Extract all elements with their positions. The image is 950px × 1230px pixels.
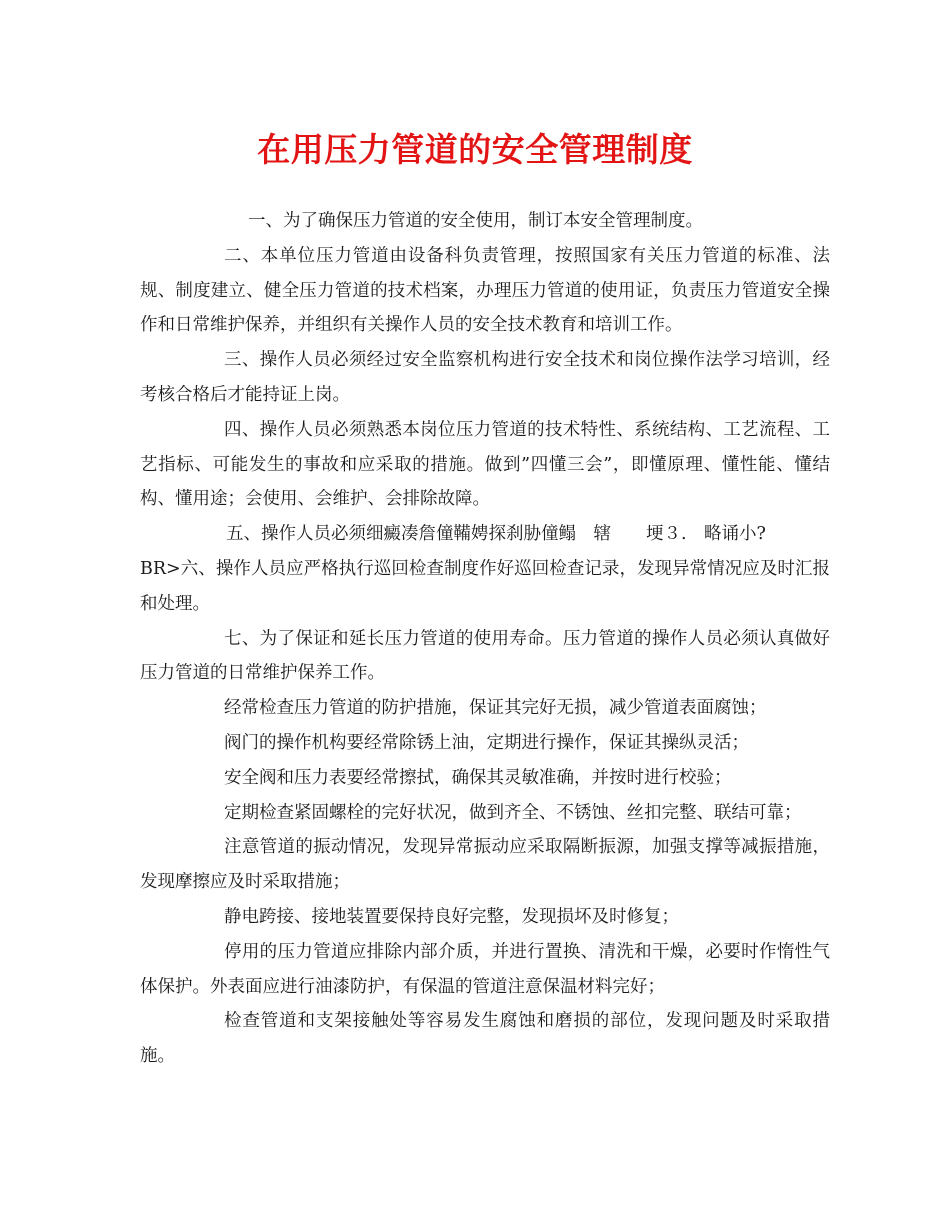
paragraph-6: BR>六、操作人员应严格执行巡回检查制度作好巡回检查记录，发现异常情况应及时汇报和处理。 — [140, 558, 830, 614]
maintenance-item-1: 经常检查压力管道的防护措施，保证其完好无损，减少管道表面腐蚀； — [224, 698, 767, 719]
paragraph-4: 四、操作人员必须熟悉本岗位压力管道的技术特性、系统结构、工艺流程、工艺指标、可能发生的事故和应采取的措施。做到”四懂三会”，即懂原理、懂性能、懂结构、懂用途；会使用、会维护、会排除故障。 — [140, 419, 830, 510]
document-title: 在用压力管道的安全管理制度 — [257, 130, 693, 169]
maintenance-item-5: 注意管道的振动情况，发现异常振动应采取隔断振源，加强支撑等减振措施，发现摩擦应及时采取措施； — [140, 837, 830, 893]
maintenance-item-8: 检查管道和支架接触处等容易发生腐蚀和磨损的部位，发现问题及时采取措施。 — [140, 1011, 830, 1067]
paragraph-2: 二、本单位压力管道由设备科负责管理，按照国家有关压力管道的标准、法规、制度建立、健全压力管道的技术档案，办理压力管道的使用证，负责压力管道安全操作和日常维护保养，并组织有关操作人员的安全技术教育和培训工作。 — [140, 245, 830, 336]
maintenance-item-7: 停用的压力管道应排除内部介质，并进行置换、清洗和干燥，必要时作惰性气体保护。外表面应进行油漆防护，有保温的管道注意保温材料完好； — [140, 941, 830, 997]
paragraph-3: 三、操作人员必须经过安全监察机构进行安全技术和岗位操作法学习培训，经考核合格后才能持证上岗。 — [140, 350, 830, 405]
paragraph-5: 五、操作人员必须细癜凑詹僮鞴娉探刹胁僮鳎 辖 埂３. 略诵小? — [226, 524, 766, 545]
paragraph-7: 七、为了保证和延长压力管道的使用寿命。压力管道的操作人员必须认真做好压力管道的日常维护保养工作。 — [140, 628, 830, 684]
maintenance-item-2: 阀门的操作机构要经常除锈上油，定期进行操作，保证其操纵灵活； — [224, 732, 749, 753]
maintenance-item-4: 定期检查紧固螺栓的完好状况，做到齐全、不锈蚀、丝扣完整、联结可靠； — [224, 802, 802, 823]
maintenance-item-3: 安全阀和压力表要经常擦拭，确保其灵敏准确，并按时进行校验； — [224, 767, 732, 788]
maintenance-item-6: 静电跨接、接地装置要保持良好完整，发现损坏及时修复； — [224, 906, 679, 927]
paragraph-1: 一、为了确保压力管道的安全使用，制订本安全管理制度。 — [248, 211, 703, 231]
document-body — [140, 204, 830, 1074]
